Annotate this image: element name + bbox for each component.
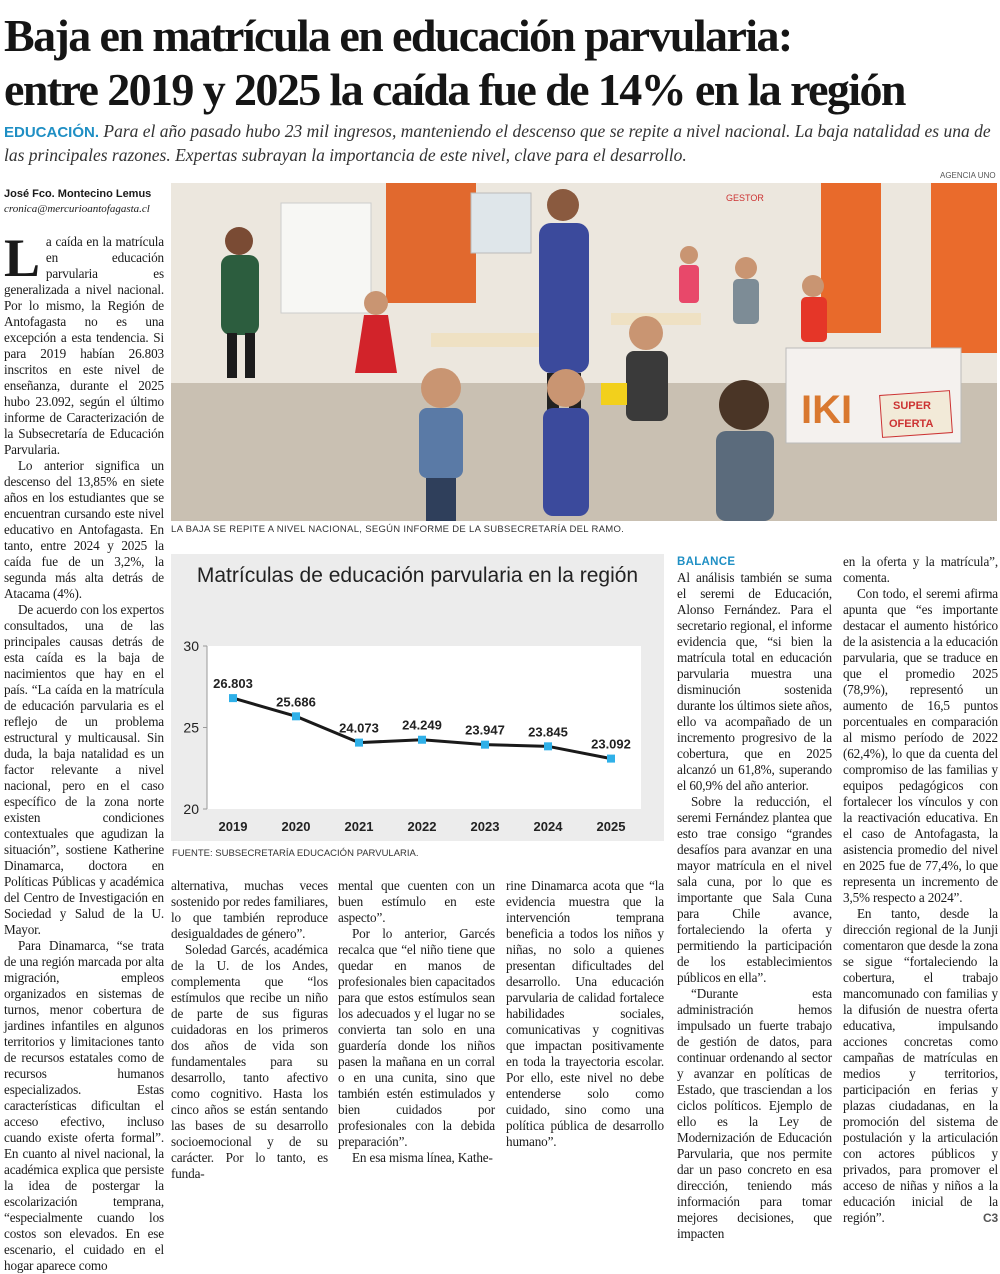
subheadline bbox=[4, 120, 996, 167]
article-column-1 bbox=[4, 228, 164, 1274]
chart-data-point bbox=[292, 712, 300, 720]
paragraph: Para Dinamarca, “se trata de una región marcada por alta migración, empleos organizados en sistemas de turnos, menor cobertura de jardines infantiles en algunos territorios y limitaciones tanto de recursos estatales como de recursos humanos especializados. Estas características dificultan el acceso efectivo, incluso cuando existe oferta formal”. En cuanto al nivel nacional, la académica explica que persiste la idea de postergar la escolarización temprana, “especialmente cuando los costos son elevados. En ese escenario, el cuidado en el hogar aparece como bbox=[4, 938, 164, 1273]
chart-plot bbox=[171, 554, 664, 841]
chart-data-label: 23.092 bbox=[591, 736, 631, 752]
chart-data-label: 24.073 bbox=[339, 720, 379, 736]
chart-data-point bbox=[418, 736, 426, 744]
article-column-3 bbox=[338, 878, 495, 1166]
enrollment-chart bbox=[171, 554, 664, 841]
paragraph: La caída en la matrícula en educación parvularia es generalizada a nivel nacional. Por lo mismo, la Región de Antofagasta no es una excepción a esta tendencia. Si para 2019 habían 26.803 inscritos en este nivel de enseñanza, durante el 2025 hubo 23.092, según el último informe de Caracterización de la Subsecretaría de Educación Parvularia. bbox=[4, 228, 164, 457]
chart-data-point bbox=[481, 741, 489, 749]
child-figure-7 bbox=[801, 275, 827, 342]
banner-text: IKI bbox=[801, 388, 853, 432]
classroom-photo bbox=[171, 183, 997, 521]
chart-data-label: 23.845 bbox=[528, 724, 568, 740]
chart-data-point bbox=[607, 755, 615, 763]
sign-super: SUPER bbox=[893, 400, 931, 412]
chart-x-tick-label: 2023 bbox=[470, 819, 500, 834]
article-column-6 bbox=[843, 554, 998, 1226]
article-column-2 bbox=[171, 878, 328, 1182]
chart-x-tick-label: 2019 bbox=[218, 819, 248, 834]
article-column-5 bbox=[677, 554, 832, 1242]
author-email[interactable]: cronica@mercurioantofagasta.cl bbox=[4, 203, 150, 215]
paragraph: Por lo anterior, Garcés recalca que “el niño tiene que quedar en manos de profesionales bien capacitados para que estos estímulos sean los adecuados y el lugar no se convierta tan solo en una guardería donde los niños pasen la mañana en un corral o en una cunita, sino que también estén estimulados y bien cuidados por profesionales con la debida preparación”. bbox=[338, 926, 495, 1149]
author-name: José Fco. Montecino Lemus bbox=[4, 188, 152, 200]
photo-caption: LA BAJA SE REPITE A NIVEL NACIONAL, SEGÚN INFORME DE LA SUBSECRETARÍA DEL RAMO. bbox=[171, 524, 625, 535]
subheadline-text: Para el año pasado hubo 23 mil ingresos, manteniendo el descenso que se repite a nivel nacional. La baja natalidad es una de las principales razones. Expertas subrayan la importancia de este nivel, clave para el desarrollo. bbox=[4, 121, 991, 165]
child-figure-6 bbox=[733, 257, 759, 324]
paragraph: De acuerdo con los expertos consultados, una de las principales causas detrás de esta caída es la baja de nacimientos que hay en el país. “La caída en la matrícula de educación parvularia es el reflejo de un problema estructural y multicausal. Sin duda, la baja natalidad es un factor relevante a nivel nacional, pero en el caso específico de la zona norte existen condiciones contextuales que agudizan la situación”, sostiene Katherine Dinamarca, doctora en Políticas Públicas y académica del Centro de Investigación en Sociedad y Salud de la U. Mayor. bbox=[4, 602, 164, 937]
paragraph: Soledad Garcés, académica de la U. de los Andes, complementa que “los estímulos que recibe un niño de parte de sus figuras cuidadoras en los primeros dos años de vida son fundamentales para su desarrollo, tanto afectivo como cognitivo. Hasta los cinco años se están sentando las bases de su desarrollo socioemocional y de su carácter. Por lo tanto, es funda- bbox=[171, 942, 328, 1181]
paragraph: Con todo, el seremi afirma apunta que “es importante destacar el aumento histórico de la asistencia a la educación parvularia, que se traduce en que el promedio 2025 (78,9%), representó un aumento de 16,5 puntos porcentuales en comparación al mismo período de 2022 (62,4%), lo que da cuenta del compromiso de las familias y equipos pedagógicos con fortalecer los vínculos y con la reactivación educativa. En el caso de Antofagasta, la asistencia promedio del nivel en 2025 fue de 77,4%, lo que representa un incremento de 3,5% respecto a 2024”. bbox=[843, 586, 998, 905]
byline bbox=[4, 187, 164, 217]
chart-x-tick-label: 2022 bbox=[407, 819, 437, 834]
child-figure-8 bbox=[679, 246, 699, 303]
article-column-4 bbox=[506, 878, 664, 1150]
chart-x-tick-label: 2021 bbox=[344, 819, 374, 834]
chart-x-tick-label: 2025 bbox=[596, 819, 626, 834]
classroom-illustration bbox=[171, 183, 997, 521]
end-mark: C3 bbox=[982, 1211, 998, 1225]
headline-line-1: Baja en matrícula en educación parvularia: bbox=[4, 10, 792, 61]
paragraph: rine Dinamarca acota que “la evidencia muestra que la intervención temprana beneficia a todos los niños y niñas, no solo a quienes presentan dificultades del desarrollo. Una educación parvularia de calidad fortalece habilidades sociales, comunicativas y cognitivas que impactan positivamente en toda la trayectoria escolar. Por ello, este nivel no debe entenderse solo como cuidado, sino como una política pública de desarrollo humano”. bbox=[506, 878, 664, 1149]
wall-text: GESTOR bbox=[726, 193, 764, 203]
chart-x-tick-label: 2024 bbox=[533, 819, 563, 834]
chart-data-label: 25.686 bbox=[276, 694, 316, 710]
chart-y-tick-label: 25 bbox=[183, 719, 199, 736]
headline bbox=[4, 10, 998, 118]
paragraph: En esa misma línea, Kathe- bbox=[352, 1150, 493, 1165]
chart-x-tick-label: 2020 bbox=[281, 819, 311, 834]
child-figure-2 bbox=[543, 369, 589, 516]
sign-oferta: OFERTA bbox=[889, 418, 934, 430]
section-kicker: EDUCACIÓN. bbox=[4, 124, 100, 141]
chart-data-point bbox=[544, 742, 552, 750]
paragraph: Al análisis también se suma el seremi de Educación, Alonso Fernández. Para el secretario regional, el informe evidencia que, “si bien la matrícula total en educación parvularia muestra una disminución sostenida durante los últimos siete años, ello va acompañado de un incremento progresivo de la cobertura, que en 2025 alcanzó un 61,8%, superando el 60,9% del año anterior. bbox=[677, 570, 832, 793]
headline-line-2: entre 2019 y 2025 la caída fue de 14% en la región bbox=[4, 64, 905, 115]
paragraph: mental que cuenten con un buen estímulo en este aspecto”. bbox=[338, 878, 495, 925]
paragraph: en la oferta y la matrícula”, comenta. bbox=[843, 554, 998, 585]
chart-title: Matrículas de educación parvularia en la región bbox=[196, 564, 639, 587]
drop-cap: L bbox=[4, 228, 40, 288]
chart-y-tick-label: 30 bbox=[183, 638, 199, 654]
chart-data-label: 23.947 bbox=[465, 722, 505, 738]
chart-source: FUENTE: SUBSECRETARÍA EDUCACIÓN PARVULARIA. bbox=[172, 848, 419, 859]
chart-data-label: 24.249 bbox=[402, 717, 442, 733]
photo-credit: AGENCIA UNO bbox=[940, 171, 996, 180]
chart-data-point bbox=[355, 739, 363, 747]
paragraph: Sobre la reducción, el seremi Fernández plantea que esto trae consigo “grandes desafíos para avanzar en una mayor matrícula en el nivel sala cuna, por lo que es importante que Sala Cuna para Chile avance, fortaleciendo la oferta y permitiendo la participación de los establecimientos públicos en ella”. bbox=[677, 794, 832, 985]
paragraph: “Durante esta administración hemos impulsado un fuerte trabajo de gestión de datos, para continuar ordenando al sector y avanzar en políticas de Estado, que trasciendan a los ciclos políticos. Ejemplo de ello es la Ley de Modernización de Educación Parvularia, que nos permite dar un paso concreto en esa dirección, teniendo más información para tomar mejores decisiones, que impacten bbox=[677, 986, 832, 1241]
section-label-balance: BALANCE bbox=[677, 556, 736, 568]
paragraph: Lo anterior significa un descenso del 13,85% en siete años en los estudiantes que se encuentran cursando este nivel educativo en Antofagasta. En tanto, entre 2024 y 2025 la caída fue de un 3,2%, la segunda más alta detrás de Atacama (4%). bbox=[4, 458, 164, 601]
chart-data-point bbox=[229, 694, 237, 702]
chart-data-label: 26.803 bbox=[213, 676, 253, 692]
paragraph: alternativa, muchas veces sostenido por redes familiares, lo que también reproduce desigualdades de género”. bbox=[171, 878, 328, 941]
child-figure-4 bbox=[716, 380, 774, 521]
chart-y-tick-label: 20 bbox=[183, 801, 199, 817]
paragraph: En tanto, desde la dirección regional de la Junji comentaron que desde la zona se sigue “fortaleciendo la cobertura, el trabajo mancomunado con familias y la difusión de nuestra oferta educativa, impulsando acciones concretas como campañas de matrículas en medios y territorios, participación en ferias y plazas ciudadanas, en la promoción del sistema de postulación y la articulación con actores públicos y privados, para promover el acceso de niñas y niños a la educación inicial de la región”. C3 bbox=[843, 906, 998, 1225]
